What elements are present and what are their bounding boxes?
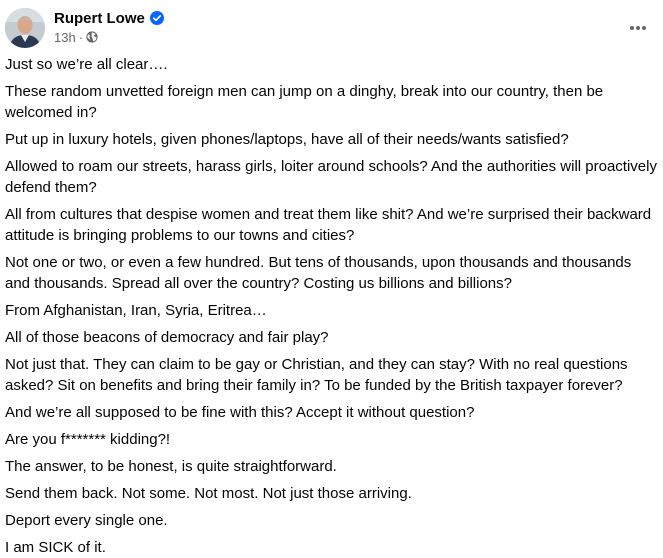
post-timestamp[interactable]: 13h	[54, 29, 76, 45]
post-paragraph: From Afghanistan, Iran, Syria, Eritrea…	[5, 302, 267, 319]
post-paragraph: Are you f******* kidding?!	[5, 431, 171, 448]
post-paragraph: I am SICK of it.	[5, 539, 106, 556]
post-meta	[54, 29, 98, 45]
post-paragraph: And we’re all supposed to be fine with this? Accept it without question?	[5, 404, 475, 421]
author-avatar[interactable]	[5, 8, 45, 48]
verified-badge-icon	[150, 11, 164, 25]
post-paragraph: Just so we’re all clear….	[5, 56, 168, 73]
post-paragraph: The answer, to be honest, is quite straightforward.	[5, 458, 337, 475]
author-name[interactable]: Rupert Lowe	[54, 9, 145, 27]
more-horizontal-icon	[628, 18, 648, 38]
globe-icon[interactable]	[86, 31, 98, 43]
post-paragraph: Send them back. Not some. Not most. Not just those arriving.	[5, 485, 412, 502]
meta-separator: ·	[78, 29, 84, 45]
post-paragraph: Not just that. They can claim to be gay or Christian, and they can stay? With no real questions asked? Sit on benefits and bring their family in? To be funded by the British taxpayer forever?	[5, 356, 628, 394]
post-paragraph: Put up in luxury hotels, given phones/laptops, have all of their needs/wants satisfied?	[5, 131, 569, 148]
post-paragraph: All from cultures that despise women and treat them like shit? And we’re surprised their backward attitude is bringing problems to our towns and cities?	[5, 206, 652, 244]
post-options-button[interactable]	[620, 10, 656, 46]
post-paragraph: These random unvetted foreign men can jump on a dinghy, break into our country, then be welcomed in?	[5, 83, 604, 121]
post-paragraph: All of those beacons of democracy and fair play?	[5, 329, 329, 346]
author-row	[54, 8, 164, 28]
post-body	[5, 54, 660, 558]
post-paragraph: Allowed to roam our streets, harass girls, loiter around schools? And the authorities will proactively defend them?	[5, 158, 657, 196]
avatar-photo	[5, 8, 45, 48]
post-paragraph: Deport every single one.	[5, 512, 168, 529]
post-paragraph: Not one or two, or even a few hundred. But tens of thousands, upon thousands and thousands and thousands. Spread all over the country? Costing us billions and billions?	[5, 254, 632, 292]
